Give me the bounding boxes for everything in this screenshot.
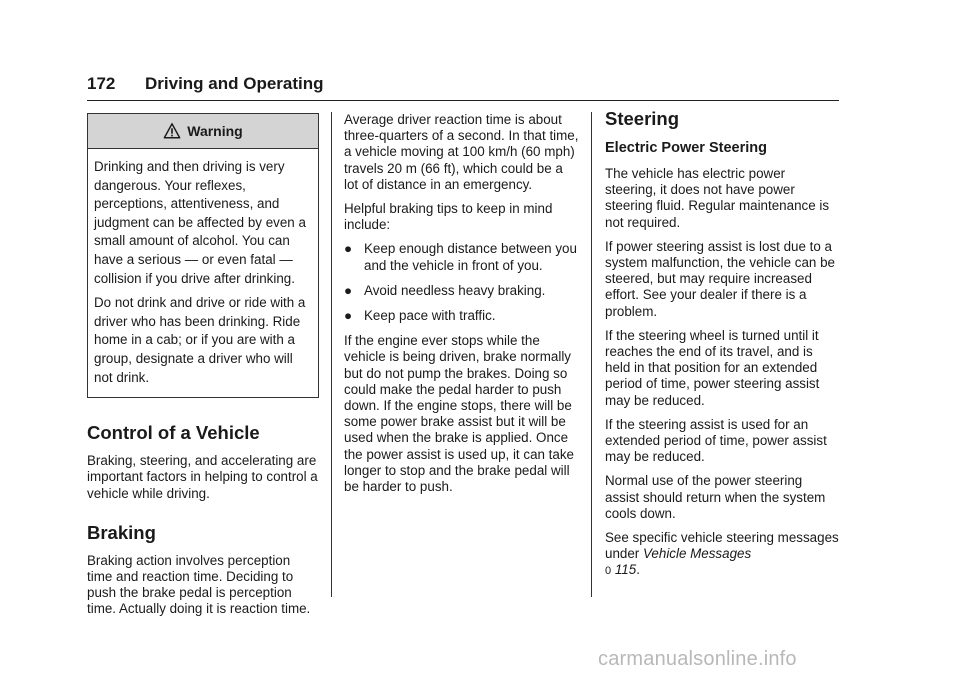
column-right (605, 108, 839, 588)
bullet-icon: ● (344, 308, 353, 324)
warning-header (88, 114, 318, 149)
warning-paragraph: Do not drink and drive or ride with a driver who has been drinking. Ride home in a cab; or if you are with a group, designate a driver who will not drink. (94, 295, 306, 385)
braking-tips-list (344, 241, 580, 324)
steering-paragraph: The vehicle has electric power steering, it does not have power steering fluid. Regular maintenance is not required. (605, 166, 830, 230)
column-divider (591, 112, 592, 597)
page-reference[interactable]: 115 (614, 562, 637, 578)
column-left (87, 113, 319, 626)
heading-braking: Braking (87, 521, 156, 543)
page-reference-icon: 0 (605, 565, 612, 578)
braking-paragraph: Braking action involves perception time and reaction time. Deciding to push the brake pedal is perception time. Actually doing it is reaction time. (87, 552, 311, 617)
vehicle-messages-link[interactable]: Vehicle Messages (642, 546, 752, 562)
braking-paragraph: If the engine ever stops while the vehicle is being driven, brake normally but do not pump the brakes. Doing so could make the pedal harder to push down. If the engine stops, there will be some power brake assist but it will be used when the brake is applied. Once the power assist is used up, it can take longer to stop and the brake pedal will be harder to push. (344, 333, 574, 495)
heading-control-of-a-vehicle: Control of a Vehicle (87, 422, 260, 444)
heading-electric-power-steering: Electric Power Steering (605, 140, 767, 156)
steering-paragraph: Normal use of the power steering assist should return when the system cools down. (605, 473, 826, 521)
list-item: ● Keep enough distance between you and the vehicle in front of you. (344, 241, 577, 273)
page-number: 172 (87, 74, 116, 93)
steering-paragraph: If power steering assist is lost due to a system malfunction, the vehicle can be steered, but may require increased effort. See your dealer if there is a problem. (605, 238, 835, 319)
see-reference: See specific vehicle steering messages under Vehicle Messages 0 115. (605, 530, 839, 578)
page-header (87, 72, 839, 101)
warning-body (88, 149, 318, 397)
warning-box (87, 113, 319, 398)
bullet-icon: ● (344, 282, 353, 298)
heading-steering: Steering (605, 108, 680, 129)
braking-paragraph: Average driver reaction time is about three-quarters of a second. In that time, a vehicle moving at 100 km/h (60 mph) travels 20 m (66 ft), which could be a lot of distance in an emergency. (344, 112, 579, 192)
watermark: carmanualsonline.info (598, 648, 797, 670)
warning-paragraph: Drinking and then driving is very dangerous. Your reflexes, perceptions, attentiveness, and judgment can be affected by even a small amount of alcohol. You can have a serious — or even fatal — collision if you drive after drinking. (94, 159, 306, 286)
steering-paragraph: If the steering assist is used for an extended period of time, power assist may be reduced. (605, 416, 827, 465)
section-title: Driving and Operating (145, 74, 324, 93)
warning-triangle-icon (163, 122, 181, 140)
list-item: ● Avoid needless heavy braking. (344, 282, 546, 298)
column-divider (331, 112, 332, 597)
control-paragraph: Braking, steering, and accelerating are important factors in helping to control a vehicle while driving. (87, 453, 318, 501)
bullet-icon: ● (344, 241, 353, 257)
list-item: ● Keep pace with traffic. (344, 308, 496, 324)
steering-paragraph: If the steering wheel is turned until it reaches the end of its travel, and is held in that position for an extended period of time, power steering assist may be reduced. (605, 327, 820, 408)
column-middle (344, 112, 580, 503)
braking-paragraph: Helpful braking tips to keep in mind include: (344, 201, 553, 233)
warning-title: Warning (187, 123, 243, 139)
